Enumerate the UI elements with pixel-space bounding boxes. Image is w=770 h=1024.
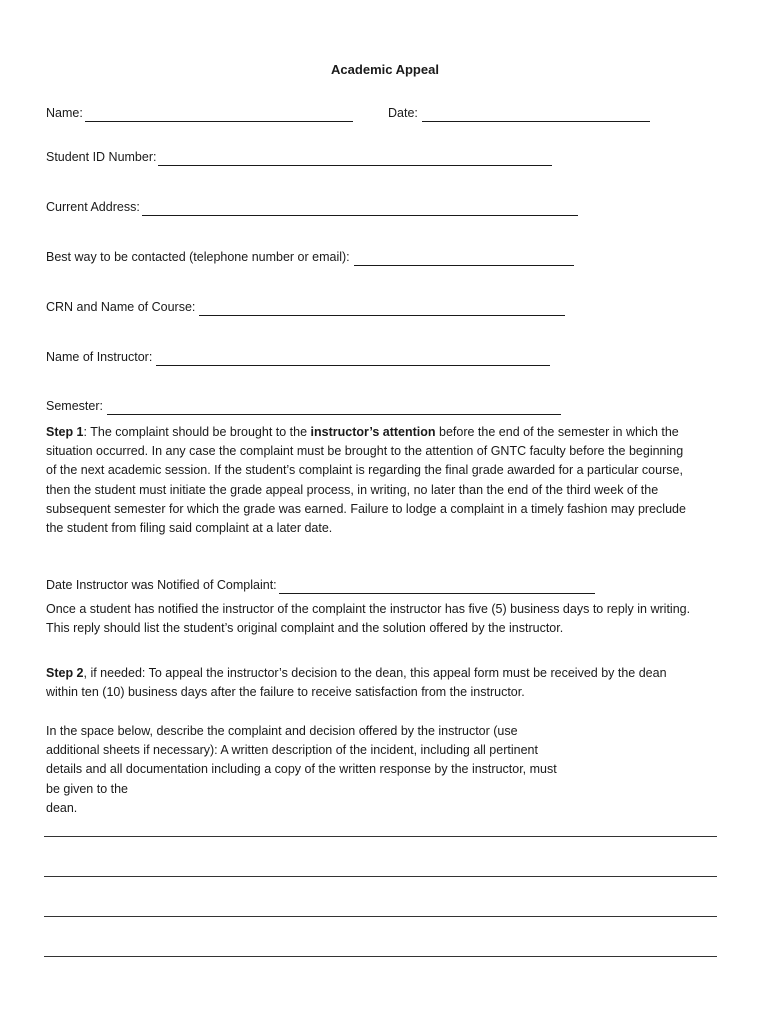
form-title: Academic Appeal [331, 62, 439, 77]
step1-text-b: before the end of the semester in which the situation occurred. In any case the complaint must be brought to the attention of GNTC faculty before the beginning of the next academic session. If the student’s complaint is regarding the final grade awarded for a particular course, then the student must initiate the grade appeal process, in writing, no later than the end of the third week of the subsequent semester for which the grade was earned. Failure to lodge a complaint in a timely fashion may preclude the student from filing said complaint at a later date. [46, 425, 686, 536]
notified-label: Date Instructor was Notified of Complaint: [46, 578, 277, 592]
instructor-field[interactable] [156, 351, 550, 366]
address-row [46, 198, 578, 216]
describe-text: In the space below, describe the complaint and decision offered by the instructor (use additional sheets if necessary): A written description of the incident, including all pertinent details and all documentation including a copy of the written response by the instructor, must be given to the [46, 724, 557, 796]
response-line[interactable] [44, 916, 717, 917]
semester-row [46, 397, 561, 415]
contact-row [46, 248, 574, 266]
address-field[interactable] [142, 201, 578, 216]
crn-field[interactable] [199, 301, 565, 316]
step1-text-a: : The complaint should be brought to the [83, 425, 311, 439]
crn-row [46, 298, 565, 316]
date-row [388, 104, 650, 122]
name-label: Name: [46, 106, 83, 120]
instructor-row [46, 348, 550, 366]
student-id-label: Student ID Number: [46, 150, 157, 164]
step1-emphasis: instructor’s attention [310, 425, 436, 439]
name-field[interactable] [85, 107, 353, 122]
date-label: Date: [388, 106, 418, 120]
student-id-row [46, 148, 552, 166]
notified-row [46, 576, 595, 594]
address-label: Current Address: [46, 200, 140, 214]
response-line[interactable] [44, 876, 717, 877]
contact-field[interactable] [354, 251, 574, 266]
response-line[interactable] [44, 836, 717, 837]
step2-paragraph [46, 664, 696, 702]
crn-label: CRN and Name of Course: [46, 300, 196, 314]
name-row [46, 104, 353, 122]
describe-last-line: dean. [46, 800, 78, 815]
semester-field[interactable] [107, 400, 561, 415]
step2-text: , if needed: To appeal the instructor’s decision to the dean, this appeal form must be received by the dean within ten (10) business days after the failure to receive satisfaction from the instructor. [46, 666, 667, 700]
describe-paragraph [46, 722, 566, 818]
step2-heading: Step 2 [46, 666, 84, 680]
date-field[interactable] [422, 107, 650, 122]
student-id-field[interactable] [158, 151, 552, 166]
notified-date-field[interactable] [279, 579, 595, 594]
step1-heading: Step 1 [46, 425, 84, 439]
response-line[interactable] [44, 956, 717, 957]
semester-label: Semester: [46, 399, 103, 413]
contact-label: Best way to be contacted (telephone number or email): [46, 250, 350, 264]
notice-paragraph: Once a student has notified the instructor of the complaint the instructor has five (5) business days to reply in writing. This reply should list the student’s original complaint and the solution offered by the instructor. [46, 602, 691, 636]
instructor-label: Name of Instructor: [46, 350, 153, 364]
step1-paragraph [46, 423, 696, 538]
